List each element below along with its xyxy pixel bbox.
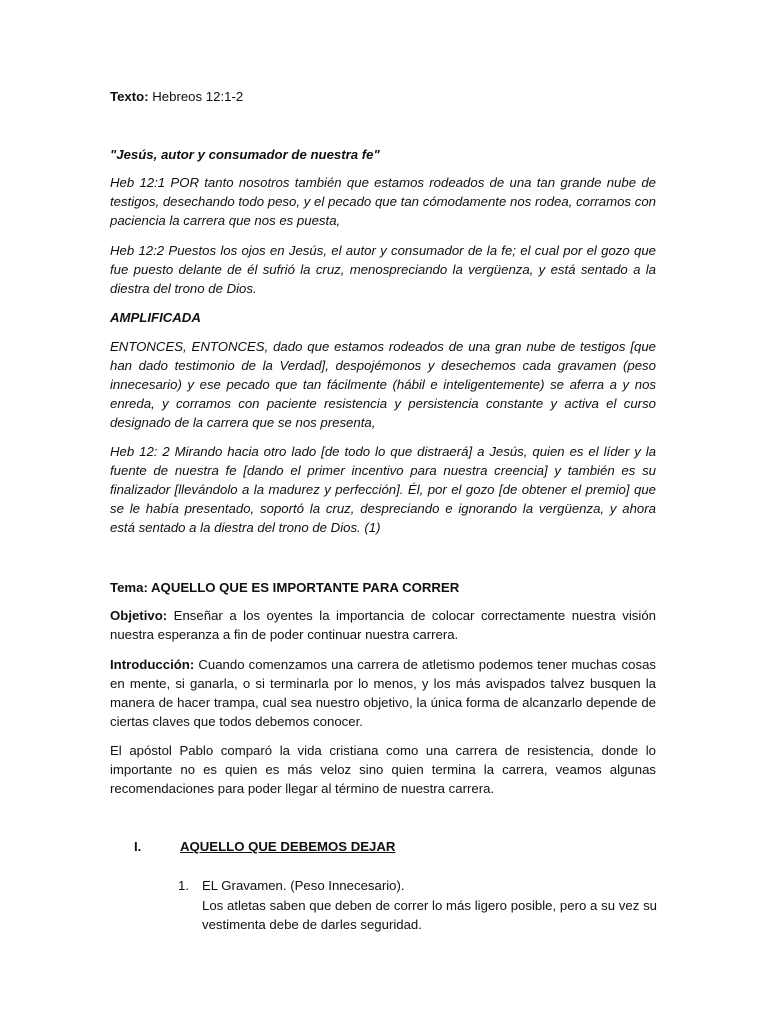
objetivo-text: Enseñar a los oyentes la importancia de colocar correctamente nuestra visión nuestra esperanza a fin de poder continuar nuestra carrera. [110, 608, 656, 642]
list-item-title: EL Gravamen. (Peso Innecesario). [202, 878, 405, 893]
pablo-paragraph: El apóstol Pablo comparó la vida cristiana como una carrera de resistencia, donde lo importante no es quien es más veloz sino quien termina la carrera, veamos algunas recomendaciones para poder llegar al término de nuestra carrera. [110, 743, 656, 796]
text-reference [110, 87, 656, 106]
objetivo-label: Objetivo: [110, 608, 168, 623]
verse-12-1: Heb 12:1 POR tanto nosotros también que estamos rodeados de una tan grande nube de testigos, desechando todo peso, y el pecado que tan cómodamente nos rodea, corramos con paciencia la carrera que nos es puesta, [110, 175, 656, 228]
amplified-paragraph-2: Heb 12: 2 Mirando hacia otro lado [de todo lo que distraerá] a Jesús, quien es el líder y la fuente de nuestra fe [dando el primer incentivo para nuestra creencia] y también es su finalizador [llevándolo a la madurez y perfección]. Él, por el gozo [de obtener el premio] que se le había presentado, soportó la cruz, despreciando e ignorando la vergüenza, y ahora está sentado a la diestra del trono de Dios. (1) [110, 444, 656, 535]
amplified-paragraph-1: ENTONCES, ENTONCES, dado que estamos rodeados de una gran nube de testigos [que han dado testimonio de la Verdad], despojémonos y desechemos cada gravamen (peso innecesario) y ese pecado que tan fácilmente (hábil e inteligentemente) se aferra a y nos enreda, y corramos con paciente resistencia y persistencia constante y activa el curso designado de la carrera que se nos presenta, [110, 339, 656, 430]
tema-heading: Tema: AQUELLO QUE ES IMPORTANTE PARA CORRER [110, 580, 460, 595]
section-title: AQUELLO QUE DEBEMOS DEJAR [180, 839, 396, 854]
text-label: Texto: [110, 89, 149, 104]
amplified-heading: AMPLIFICADA [110, 310, 201, 325]
text-ref: Hebreos 12:1-2 [152, 89, 244, 104]
introduccion-paragraph [110, 655, 656, 731]
introduccion-label: Introducción: [110, 657, 195, 672]
quote-title: "Jesús, autor y consumador de nuestra fe" [110, 147, 380, 162]
section-numeral: I. [134, 839, 142, 854]
objetivo-paragraph [110, 606, 656, 644]
verse-12-2: Heb 12:2 Puestos los ojos en Jesús, el autor y consumador de la fe; el cual por el gozo que fue puesto delante de él sufrió la cruz, menospreciando la vergüenza, y está sentado a la diestra del trono de Dios. [110, 243, 656, 296]
list-item-number: 1. [178, 878, 189, 893]
list-item-text: Los atletas saben que deben de correr lo más ligero posible, pero a su vez su vestimenta debe de darles seguridad. [202, 898, 657, 932]
introduccion-text: Cuando comenzamos una carrera de atletismo podemos tener muchas cosas en mente, si ganarla, o si terminarla por lo menos, y los más avispados talvez busquen la manera de hacer trampa, cual sea nuestro objetivo, la única forma de alcanzarlo depende de ciertas claves que todos debemos conocer. [110, 657, 656, 729]
